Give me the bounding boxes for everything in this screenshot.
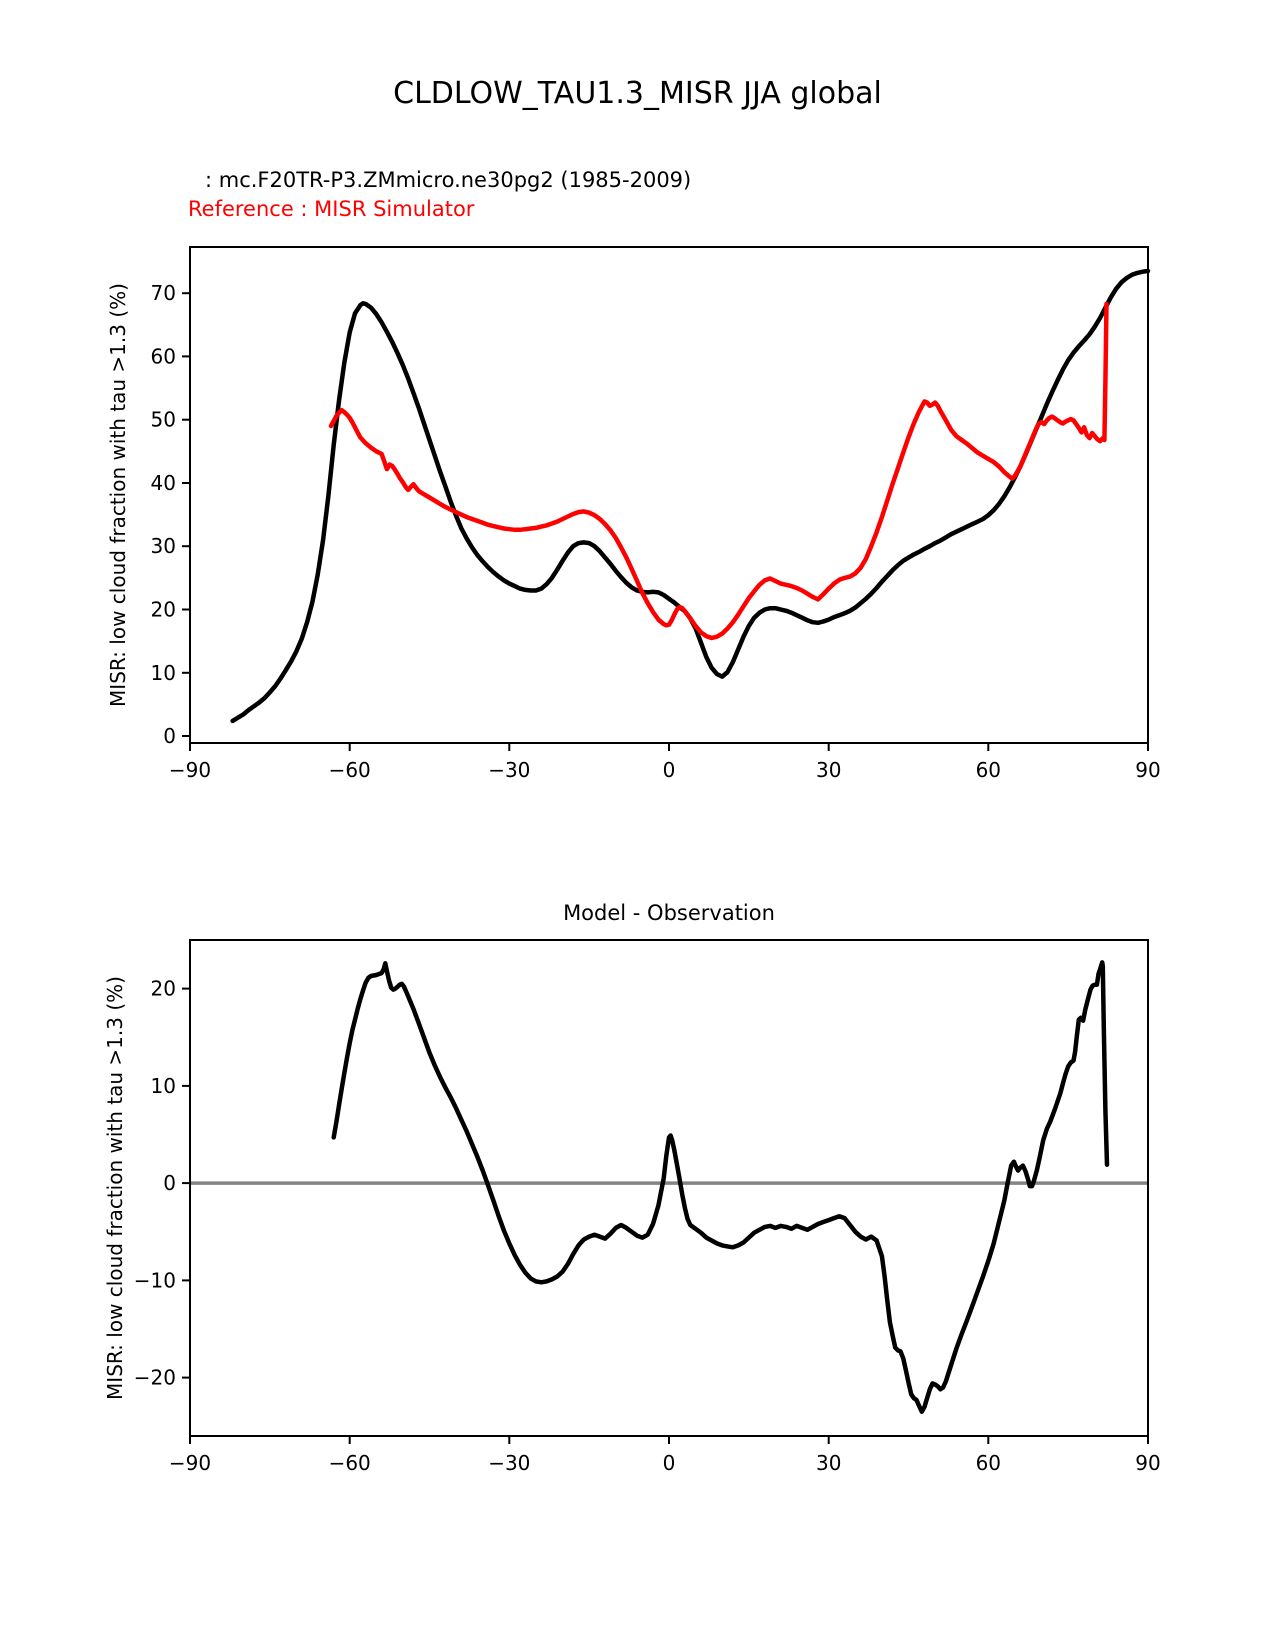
- x-tick-label: 30: [815, 1451, 842, 1475]
- y-tick-label: 10: [150, 660, 176, 685]
- x-tick-label: 60: [975, 758, 1002, 782]
- series-line-1: [331, 304, 1107, 638]
- reference-label: Reference : MISR Simulator: [188, 197, 475, 221]
- x-tick-label: −60: [328, 1451, 371, 1475]
- bottom-chart: [133, 940, 1161, 1475]
- y-tick-label: 40: [150, 471, 176, 495]
- y-tick-label: 0: [163, 724, 176, 748]
- x-tick-label: −90: [168, 758, 212, 782]
- x-tick-label: 0: [662, 758, 676, 782]
- y-tick-label: 10: [150, 1073, 176, 1098]
- y-tick-label: 50: [150, 407, 176, 432]
- x-tick-label: −90: [168, 1451, 212, 1475]
- x-tick-label: −30: [488, 1451, 531, 1475]
- bottom-chart-title: Model - Observation: [563, 901, 775, 925]
- x-tick-label: 60: [975, 1451, 1002, 1475]
- y-tick-label: 60: [150, 344, 176, 369]
- axes-frame: [190, 940, 1148, 1436]
- series-line-0: [233, 271, 1148, 721]
- x-tick-label: 0: [662, 1451, 676, 1475]
- y-tick-label: −10: [133, 1268, 176, 1293]
- top-chart: [150, 247, 1161, 782]
- x-tick-label: 90: [1135, 1451, 1161, 1475]
- y-tick-label: 70: [150, 281, 176, 306]
- series-line-0: [334, 962, 1107, 1411]
- y-tick-label: 20: [150, 976, 176, 1001]
- bottom-chart-ylabel: MISR: low cloud fraction with tau >1.3 (%): [103, 976, 127, 1400]
- x-tick-label: −60: [328, 758, 371, 782]
- y-tick-label: 20: [150, 597, 176, 622]
- x-tick-label: 30: [815, 758, 842, 782]
- figure-title: CLDLOW_TAU1.3_MISR JJA global: [393, 76, 882, 111]
- x-tick-label: 90: [1135, 758, 1161, 782]
- y-tick-label: 30: [150, 534, 176, 559]
- top-chart-ylabel: MISR: low cloud fraction with tau >1.3 (%): [106, 283, 130, 707]
- x-tick-label: −30: [488, 758, 531, 782]
- y-tick-label: −20: [133, 1365, 176, 1390]
- y-tick-label: 0: [163, 1171, 176, 1196]
- model-case-label: : mc.F20TR-P3.ZMmicro.ne30pg2 (1985-2009): [205, 168, 692, 192]
